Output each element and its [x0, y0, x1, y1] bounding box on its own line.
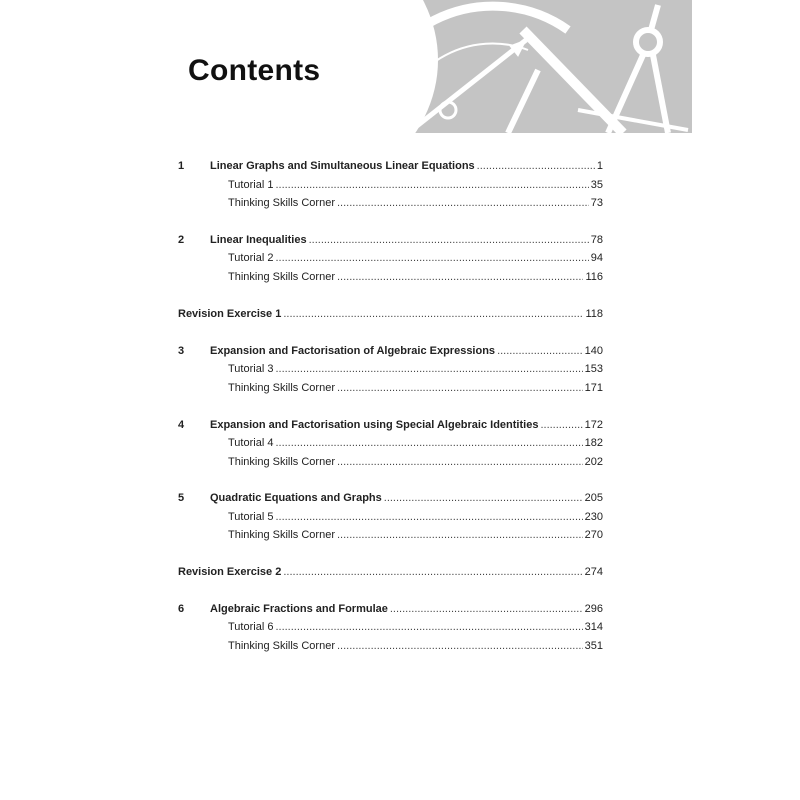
dot-leader: [275, 509, 582, 525]
entry-title: Tutorial 1: [228, 179, 274, 191]
page-number: 274: [584, 566, 603, 578]
chapter-number: 4: [178, 419, 185, 431]
entry-title: Expansion and Factorisation of Algebraic Expressions: [210, 345, 496, 357]
toc-revision-entry[interactable]: [178, 306, 603, 322]
entry-title: Revision Exercise 2: [178, 566, 282, 578]
toc-subentry[interactable]: [178, 269, 603, 285]
dot-leader: [477, 158, 595, 174]
toc-subentry[interactable]: [178, 380, 603, 396]
dot-leader: [384, 490, 583, 506]
toc-subentry[interactable]: [178, 250, 603, 266]
toc-chapter-entry[interactable]: [178, 158, 603, 174]
entry-title: Expansion and Factorisation using Special Algebraic Identities: [210, 419, 539, 431]
page-number: 153: [584, 363, 603, 375]
toc-subentry[interactable]: [178, 454, 603, 470]
page-number: 314: [584, 621, 603, 633]
dot-leader: [283, 306, 583, 322]
toc-subentry[interactable]: [178, 509, 603, 525]
page-number: 118: [585, 308, 603, 320]
toc-chapter-entry[interactable]: [178, 343, 603, 359]
page-number: 205: [584, 492, 603, 504]
page-number: 202: [584, 456, 603, 468]
page-number: 94: [590, 252, 603, 264]
entry-title: Thinking Skills Corner: [228, 197, 335, 209]
page-number: 116: [585, 271, 603, 283]
page-title: Contents: [188, 54, 321, 87]
dot-leader: [337, 527, 583, 543]
dot-leader: [337, 269, 583, 285]
entry-title: Algebraic Fractions and Formulae: [210, 603, 388, 615]
page-number: 296: [584, 603, 603, 615]
entry-title: Tutorial 2: [228, 252, 274, 264]
entry-title: Linear Inequalities: [210, 234, 307, 246]
toc-subentry[interactable]: [178, 638, 603, 654]
toc-chapter-entry[interactable]: [178, 490, 603, 506]
entry-title: Thinking Skills Corner: [228, 529, 335, 541]
dot-leader: [275, 619, 582, 635]
entry-title: Tutorial 5: [228, 511, 274, 523]
dot-leader: [275, 250, 588, 266]
page-number: 140: [584, 345, 603, 357]
toc-subentry[interactable]: [178, 435, 603, 451]
entry-title: Thinking Skills Corner: [228, 640, 335, 652]
entry-title: Quadratic Equations and Graphs: [210, 492, 382, 504]
entry-title: Tutorial 6: [228, 621, 274, 633]
toc-chapter-entry[interactable]: [178, 417, 603, 433]
chapter-number: 3: [178, 345, 185, 357]
chapter-number: 5: [178, 492, 185, 504]
toc-subentry[interactable]: [178, 619, 603, 635]
page-number: 172: [584, 419, 603, 431]
entry-title: Thinking Skills Corner: [228, 382, 335, 394]
page-number: 270: [584, 529, 603, 541]
dot-leader: [275, 435, 582, 451]
dot-leader: [337, 638, 583, 654]
entry-title: Linear Graphs and Simultaneous Linear Equations: [210, 160, 475, 172]
toc-subentry[interactable]: [178, 527, 603, 543]
dot-leader: [497, 343, 583, 359]
dot-leader: [309, 232, 589, 248]
toc-chapter-entry[interactable]: [178, 232, 603, 248]
page-number: 1: [596, 160, 603, 172]
page-number: 230: [584, 511, 603, 523]
toc-subentry[interactable]: [178, 195, 603, 211]
dot-leader: [337, 195, 589, 211]
page-number: 35: [590, 179, 603, 191]
toc-subentry[interactable]: [178, 361, 603, 377]
dot-leader: [390, 601, 583, 617]
page-number: 182: [584, 437, 603, 449]
entry-title: Tutorial 4: [228, 437, 274, 449]
dot-leader: [540, 417, 582, 433]
dot-leader: [275, 361, 582, 377]
toc-subentry[interactable]: [178, 177, 603, 193]
entry-title: Tutorial 3: [228, 363, 274, 375]
dot-leader: [337, 454, 583, 470]
dot-leader: [275, 177, 588, 193]
chapter-number: 2: [178, 234, 185, 246]
toc-revision-entry[interactable]: [178, 564, 603, 580]
toc-chapter-entry[interactable]: [178, 601, 603, 617]
dot-leader: [337, 380, 583, 396]
page-number: 78: [590, 234, 603, 246]
page-number: 351: [584, 640, 603, 652]
entry-title: Thinking Skills Corner: [228, 271, 335, 283]
page-number: 73: [590, 197, 603, 209]
chapter-number: 1: [178, 160, 185, 172]
chapter-number: 6: [178, 603, 185, 615]
entry-title: Revision Exercise 1: [178, 308, 282, 320]
page-number: 171: [584, 382, 603, 394]
entry-title: Thinking Skills Corner: [228, 456, 335, 468]
dot-leader: [283, 564, 582, 580]
